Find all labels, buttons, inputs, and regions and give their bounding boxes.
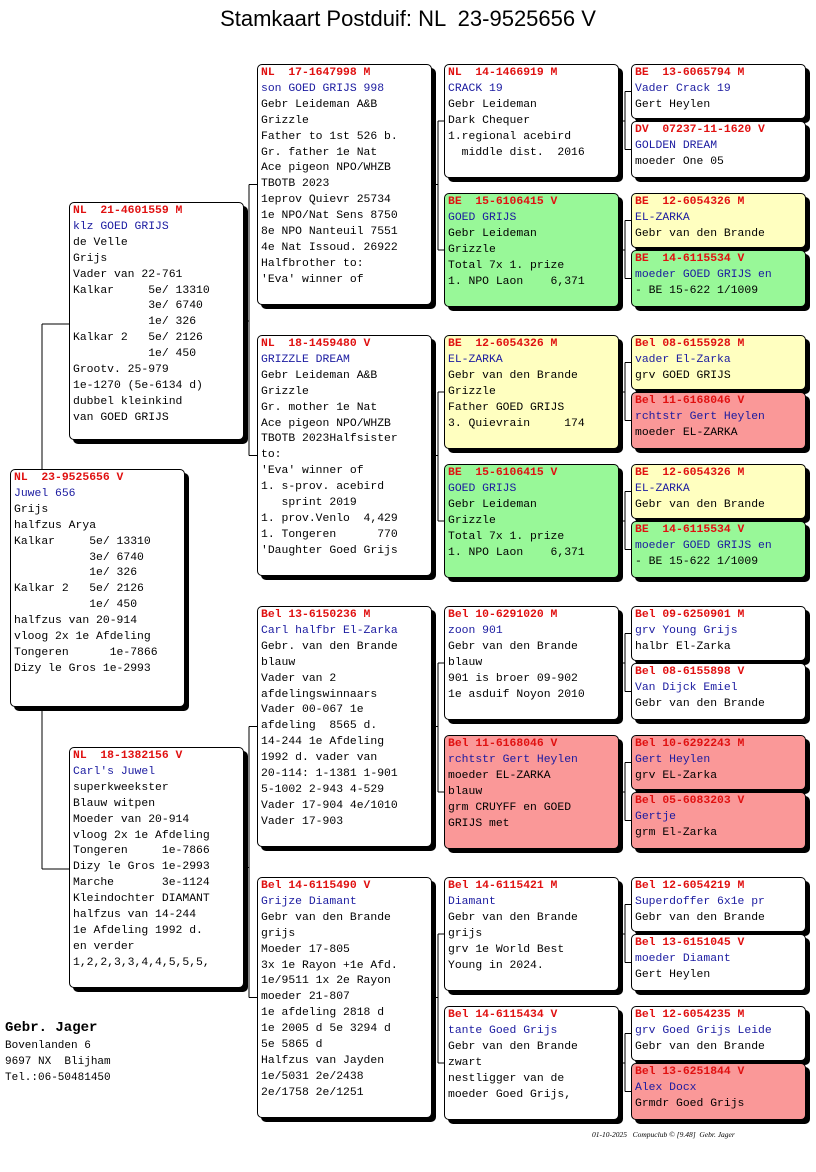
pigeon-card-gggen-7[interactable] — [631, 464, 806, 519]
ring-number: Bel 11-6168046 V — [635, 395, 745, 407]
pigeon-name: CRACK 19 — [448, 82, 503, 95]
pedigree-info-line: 3x 1e Rayon +1e Afd. — [261, 959, 398, 972]
owner-address-line: Bovenlanden 6 — [5, 1040, 91, 1052]
ring-number: BE 14-6115534 V — [635, 524, 745, 536]
pedigree-info-line: 'Daughter Goed Grijs — [261, 544, 398, 557]
pedigree-info-line: Halfzus van Jayden — [261, 1054, 385, 1067]
pedigree-info-line: blauw — [448, 785, 483, 798]
pedigree-info-line: sprint 2019 — [261, 497, 357, 510]
pigeon-name: son GOED GRIJS 998 — [261, 82, 385, 95]
pedigree-info-line: halbr El-Zarka — [635, 640, 731, 653]
pedigree-info-line: vloog 2x 1e Afdeling — [14, 631, 151, 644]
ring-number: Bel 13-6150236 M — [261, 609, 371, 621]
pedigree-info-line: Gebr Leideman A&B — [261, 98, 378, 111]
owner-phone-line: Tel.:06-50481450 — [5, 1072, 111, 1084]
pedigree-info-line: zwart — [448, 1056, 483, 1069]
pigeon-name: Gertje — [635, 810, 677, 823]
pedigree-info-line: - BE 15-622 1/1009 — [635, 555, 759, 568]
pedigree-info-line: grv EL-Zarka — [635, 769, 718, 782]
ring-number: Bel 10-6291020 M — [448, 609, 558, 621]
pigeon-card-gggen-5[interactable] — [631, 335, 806, 390]
pedigree-info-line: moeder 21-807 — [261, 991, 350, 1004]
ring-number: Bel 13-6251844 V — [635, 1066, 745, 1078]
pedigree-info-line: 8e NPO Nanteuil 7551 — [261, 226, 398, 239]
pedigree-info-line: Grizzle — [448, 243, 496, 256]
pedigree-info-line: Kalkar 5e/ 13310 — [14, 535, 151, 548]
ring-number: Bel 05-6083203 V — [635, 795, 745, 807]
pedigree-info-line: Blauw witpen — [73, 797, 156, 810]
pedigree-info-line: to: — [261, 449, 282, 462]
pigeon-card-ggen-5[interactable] — [444, 606, 619, 720]
pedigree-info-line: Tongeren 1e-7866 — [14, 646, 158, 659]
pedigree-info-line: 5-1002 2-943 4-529 — [261, 783, 385, 796]
pigeon-card-father[interactable] — [69, 202, 244, 440]
pedigree-info-line: 1. Tongeren 770 — [261, 528, 398, 541]
pedigree-info-line: Vader van 22-761 — [73, 268, 183, 281]
ring-number: Bel 14-6115421 M — [448, 880, 558, 892]
pedigree-info-line: Gebr Leideman — [448, 498, 537, 511]
pedigree-info-line: Dark Chequer — [448, 114, 531, 127]
pedigree-info-line: grv 1e World Best — [448, 943, 565, 956]
pedigree-info-line: Grizzle — [261, 114, 309, 127]
pedigree-info-line: grijs — [448, 927, 483, 940]
pedigree-info-line: grm CRUYFF en GOED — [448, 801, 572, 814]
pigeon-card-gggen-15[interactable] — [631, 1006, 806, 1061]
ring-number: Bel 11-6168046 V — [448, 738, 558, 750]
pigeon-card-gggen-6[interactable] — [631, 392, 806, 449]
pigeon-card-ggen-1[interactable] — [444, 64, 619, 178]
pigeon-name: EL-ZARKA — [448, 353, 503, 366]
pedigree-info-line: Gebr van den Brande — [448, 369, 578, 382]
pedigree-info-line: halfzus van 20-914 — [14, 615, 138, 628]
pedigree-info-line: Grootv. 25-979 — [73, 364, 169, 377]
pedigree-info-line: dubbel kleinkind — [73, 395, 183, 408]
pigeon-card-grandmother-paternal[interactable] — [257, 335, 432, 576]
pedigree-info-line: 1e/ 326 — [14, 567, 138, 580]
owner-block — [5, 1018, 111, 1086]
pigeon-name: klz GOED GRIJS — [73, 220, 169, 233]
pedigree-info-line: Gebr Leideman — [448, 227, 537, 240]
pedigree-info-line: 1992 d. vader van — [261, 752, 378, 765]
ring-number: Bel 12-6054219 M — [635, 880, 745, 892]
pedigree-info-line: moeder EL-ZARKA — [448, 769, 551, 782]
pedigree-info-line: Vader 00-067 1e — [261, 704, 364, 717]
pigeon-card-ggen-6[interactable] — [444, 735, 619, 849]
pigeon-card-gggen-13[interactable] — [631, 877, 806, 932]
pedigree-info-line: TBOTB 2023 — [261, 178, 330, 191]
pedigree-info-line: vloog 2x 1e Afdeling — [73, 829, 210, 842]
pigeon-name: moeder Diamant — [635, 952, 731, 965]
pedigree-info-line: Moeder van 20-914 — [73, 813, 190, 826]
pedigree-info-line: 1.regional acebird — [448, 130, 572, 143]
pigeon-card-gggen-3[interactable] — [631, 193, 806, 248]
ring-number: NL 23-9525656 V — [14, 472, 124, 484]
pigeon-card-ggen-7[interactable] — [444, 877, 619, 991]
pedigree-info-line: GRIJS met — [448, 817, 510, 830]
pedigree-info-line: grm El-Zarka — [635, 826, 718, 839]
pedigree-info-line: Dizy le Gros 1e-2993 — [73, 861, 210, 874]
pedigree-info-line: Gebr van den Brande — [448, 640, 578, 653]
pigeon-name: Carl's Juwel — [73, 765, 156, 778]
owner-name: Gebr. Jager — [5, 1020, 98, 1036]
pigeon-name: Superdoffer 6x1e pr — [635, 895, 765, 908]
pedigree-info-line: Vader van 2 — [261, 672, 337, 685]
pedigree-info-line: Moeder 17-805 — [261, 943, 350, 956]
pedigree-info-line: Gr. father 1e Nat — [261, 146, 378, 159]
pedigree-info-line: 1e/9511 1x 2e Rayon — [261, 975, 391, 988]
pigeon-name: rchtstr Gert Heylen — [635, 410, 765, 423]
pedigree-info-line: Gebr van den Brande — [635, 1040, 765, 1053]
pedigree-info-line: 1. prov.Venlo 4,429 — [261, 512, 398, 525]
pigeon-name: Grijze Diamant — [261, 895, 357, 908]
pedigree-info-line: moeder Goed Grijs, — [448, 1088, 572, 1101]
pigeon-card-gggen-4[interactable] — [631, 250, 806, 307]
pigeon-name: Gert Heylen — [635, 753, 711, 766]
pigeon-name: tante Goed Grijs — [448, 1024, 558, 1037]
pedigree-info-line: Gebr van den Brande — [635, 227, 765, 240]
pedigree-info-line: 1eprov Quievr 25734 — [261, 194, 391, 207]
owner-address-line: 9697 NX Blijham — [5, 1056, 111, 1068]
page-title: Stamkaart Postduif: NL 23-9525656 V — [220, 6, 596, 31]
pedigree-info-line: 1e 2005 d 5e 3294 d — [261, 1023, 391, 1036]
ring-number: NL 18-1382156 V — [73, 750, 183, 762]
pedigree-info-line: moeder One 05 — [635, 155, 724, 168]
pigeon-card-gggen-14[interactable] — [631, 934, 806, 991]
ring-number: NL 17-1647998 M — [261, 67, 371, 79]
ring-number: BE 15-6106415 V — [448, 196, 558, 208]
pigeon-card-grandfather-maternal[interactable] — [257, 606, 432, 847]
ring-number: NL 14-1466919 M — [448, 67, 558, 79]
ring-number: Bel 09-6250901 M — [635, 609, 745, 621]
pedigree-info-line: grijs — [261, 927, 296, 940]
pedigree-info-line: Gebr van den Brande — [448, 1040, 578, 1053]
pedigree-info-line: superkweekster — [73, 781, 169, 794]
pedigree-info-line: afdeling 8565 d. — [261, 720, 378, 733]
pedigree-info-line: 1e Afdeling 1992 d. — [73, 924, 203, 937]
pedigree-info-line: 1e/ 326 — [73, 316, 197, 329]
ring-number: Bel 14-6115490 V — [261, 880, 371, 892]
pedigree-info-line: Gebr van den Brande — [635, 911, 765, 924]
pedigree-info-line: Kalkar 5e/ 13310 — [73, 284, 210, 297]
pedigree-info-line: Dizy le Gros 1e-2993 — [14, 662, 151, 675]
pigeon-card-ggen-4[interactable] — [444, 464, 619, 578]
pedigree-info-line: Gebr. van den Brande — [261, 640, 398, 653]
pedigree-info-line: 'Eva' winner of — [261, 465, 364, 478]
pedigree-info-line: Gr. mother 1e Nat — [261, 401, 378, 414]
pedigree-info-line: 1e/5031 2e/2438 — [261, 1070, 364, 1083]
pedigree-info-line: Gebr van den Brande — [261, 911, 391, 924]
ring-number: Bel 13-6151045 V — [635, 937, 745, 949]
pedigree-info-line: afdelingswinnaars — [261, 688, 378, 701]
pedigree-info-line: van GOED GRIJS — [73, 411, 169, 424]
pedigree-info-line: halfzus van 14-244 — [73, 909, 197, 922]
pigeon-name: Diamant — [448, 895, 496, 908]
pedigree-info-line: 5e 5865 d — [261, 1039, 323, 1052]
ring-number: BE 14-6115534 V — [635, 253, 745, 265]
pedigree-info-line: moeder EL-ZARKA — [635, 426, 738, 439]
pigeon-name: moeder GOED GRIJS en — [635, 268, 772, 281]
pigeon-name: moeder GOED GRIJS en — [635, 539, 772, 552]
pedigree-info-line: 'Eva' winner of — [261, 273, 364, 286]
pedigree-info-line: Gebr van den Brande — [448, 911, 578, 924]
pedigree-info-line: middle dist. 2016 — [448, 146, 585, 159]
pedigree-info-line: 1e/ 450 — [14, 599, 138, 612]
pigeon-card-ggen-8[interactable] — [444, 1006, 619, 1120]
pedigree-info-line: en verder — [73, 940, 135, 953]
pedigree-info-line: Gebr van den Brande — [635, 697, 765, 710]
pigeon-name: rchtstr Gert Heylen — [448, 753, 578, 766]
pigeon-name: vader El-Zarka — [635, 353, 731, 366]
pigeon-name: Juwel 656 — [14, 487, 76, 500]
pedigree-info-line: 1,2,2,3,3,4,4,5,5,5, — [73, 956, 210, 969]
pedigree-info-line: Ace pigeon NPO/WHZB — [261, 417, 391, 430]
pigeon-name: GOED GRIJS — [448, 482, 517, 495]
pigeon-card-ggen-3[interactable] — [444, 335, 619, 449]
pedigree-info-line: Father to 1st 526 b. — [261, 130, 398, 143]
pigeon-name: Van Dijck Emiel — [635, 681, 738, 694]
pedigree-info-line: 1e asduif Noyon 2010 — [448, 688, 585, 701]
pedigree-info-line: Grizzle — [261, 385, 309, 398]
pedigree-info-line: Kalkar 2 5e/ 2126 — [14, 583, 144, 596]
pigeon-card-ggen-2[interactable] — [444, 193, 619, 307]
pedigree-info-line: - BE 15-622 1/1009 — [635, 284, 759, 297]
pedigree-info-line: Kleindochter DIAMANT — [73, 893, 210, 906]
ring-number: NL 21-4601559 M — [73, 205, 183, 217]
pedigree-info-line: 1e afdeling 2818 d — [261, 1007, 385, 1020]
pedigree-info-line: 3e/ 6740 — [14, 551, 144, 564]
ring-number: BE 12-6054326 M — [635, 196, 745, 208]
pedigree-info-line: Grijs — [14, 503, 49, 516]
pigeon-name: Alex Docx — [635, 1081, 697, 1094]
pedigree-info-line: Gebr Leideman — [448, 98, 537, 111]
pedigree-info-line: Father GOED GRIJS — [448, 401, 565, 414]
pedigree-info-line: 3. Quievrain 174 — [448, 417, 585, 430]
pigeon-card-proband[interactable] — [10, 469, 185, 707]
pedigree-info-line: Ace pigeon NPO/WHZB — [261, 162, 391, 175]
pedigree-info-line: 1. s-prov. acebird — [261, 481, 385, 494]
ring-number: Bel 14-6115434 V — [448, 1009, 558, 1021]
pigeon-name: GRIZZLE DREAM — [261, 353, 350, 366]
pigeon-card-gggen-8[interactable] — [631, 521, 806, 578]
pedigree-info-line: 1. NPO Laon 6,371 — [448, 275, 585, 288]
ring-number: Bel 12-6054235 M — [635, 1009, 745, 1021]
pigeon-card-grandfather-paternal[interactable] — [257, 64, 432, 305]
ring-number: BE 13-6065794 M — [635, 67, 745, 79]
pedigree-info-line: 2e/1758 2e/1251 — [261, 1086, 364, 1099]
pedigree-info-line: Vader 17-904 4e/1010 — [261, 799, 398, 812]
pedigree-info-line: Vader 17-903 — [261, 815, 344, 828]
pedigree-info-line: 1e NPO/Nat Sens 8750 — [261, 210, 398, 223]
pigeon-name: GOED GRIJS — [448, 211, 517, 224]
pedigree-info-line: 14-244 1e Afdeling — [261, 736, 385, 749]
ring-number: NL 18-1459480 V — [261, 338, 371, 350]
pedigree-info-line: Total 7x 1. prize — [448, 530, 565, 543]
pigeon-name: Vader Crack 19 — [635, 82, 731, 95]
pedigree-info-line: 3e/ 6740 — [73, 300, 203, 313]
pigeon-card-grandmother-maternal[interactable] — [257, 877, 432, 1118]
pedigree-info-line: Grizzle — [448, 385, 496, 398]
pigeon-card-gggen-10[interactable] — [631, 663, 806, 720]
pedigree-info-line: Marche 3e-1124 — [73, 877, 210, 890]
pedigree-info-line: halfzus Arya — [14, 519, 97, 532]
pigeon-card-gggen-2[interactable] — [631, 121, 806, 178]
pigeon-card-gggen-12[interactable] — [631, 792, 806, 849]
pigeon-name: grv Goed Grijs Leide — [635, 1024, 772, 1037]
pedigree-info-line: nestligger van de — [448, 1072, 565, 1085]
pedigree-info-line: Gebr van den Brande — [635, 498, 765, 511]
ring-number: BE 12-6054326 M — [635, 467, 745, 479]
pedigree-info-line: Kalkar 2 5e/ 2126 — [73, 332, 203, 345]
pigeon-card-gggen-16[interactable] — [631, 1063, 806, 1120]
pedigree-info-line: grv GOED GRIJS — [635, 369, 731, 382]
pigeon-name: Carl halfbr El-Zarka — [261, 624, 398, 637]
pigeon-name: EL-ZARKA — [635, 482, 690, 495]
pigeon-name: grv Young Grijs — [635, 624, 738, 637]
pedigree-info-line: Tongeren 1e-7866 — [73, 845, 210, 858]
pigeon-name: EL-ZARKA — [635, 211, 690, 224]
pedigree-info-line: de Velle — [73, 236, 128, 249]
pedigree-info-line: 901 is broer 09-902 — [448, 672, 578, 685]
ring-number: BE 12-6054326 M — [448, 338, 558, 350]
pedigree-info-line: Grizzle — [448, 514, 496, 527]
ring-number: Bel 10-6292243 M — [635, 738, 745, 750]
pigeon-card-gggen-11[interactable] — [631, 735, 806, 790]
pedigree-info-line: Young in 2024. — [448, 959, 544, 972]
pedigree-info-line: blauw — [261, 656, 296, 669]
pigeon-card-mother[interactable] — [69, 747, 244, 988]
pigeon-name: zoon 901 — [448, 624, 503, 637]
pedigree-info-line: 1e-1270 (5e-6134 d) — [73, 379, 203, 392]
ring-number: BE 15-6106415 V — [448, 467, 558, 479]
pedigree-info-line: Grijs — [73, 252, 108, 265]
pedigree-info-line: Grmdr Goed Grijs — [635, 1097, 745, 1110]
pedigree-info-line: 20-114: 1-1381 1-901 — [261, 768, 398, 781]
pedigree-info-line: Gert Heylen — [635, 968, 711, 981]
pedigree-info-line: Halfbrother to: — [261, 257, 364, 270]
pedigree-info-line: 4e Nat Issoud. 26922 — [261, 241, 398, 254]
pigeon-name: GOLDEN DREAM — [635, 139, 718, 152]
pedigree-info-line: blauw — [448, 656, 483, 669]
pedigree-info-line: TBOTB 2023Halfsister — [261, 433, 398, 446]
pigeon-card-gggen-9[interactable] — [631, 606, 806, 661]
pedigree-info-line: Gert Heylen — [635, 98, 711, 111]
footer-credit: 01-10-2025 Compuclub © [9.48] Gebr. Jager — [592, 1130, 735, 1139]
pedigree-info-line: Gebr Leideman A&B — [261, 369, 378, 382]
pedigree-info-line: Total 7x 1. prize — [448, 259, 565, 272]
ring-number: Bel 08-6155898 V — [635, 666, 745, 678]
ring-number: Bel 08-6155928 M — [635, 338, 745, 350]
pedigree-info-line: 1e/ 450 — [73, 348, 197, 361]
ring-number: DV 07237-11-1620 V — [635, 124, 765, 136]
pedigree-info-line: 1. NPO Laon 6,371 — [448, 546, 585, 559]
pigeon-card-gggen-1[interactable] — [631, 64, 806, 119]
